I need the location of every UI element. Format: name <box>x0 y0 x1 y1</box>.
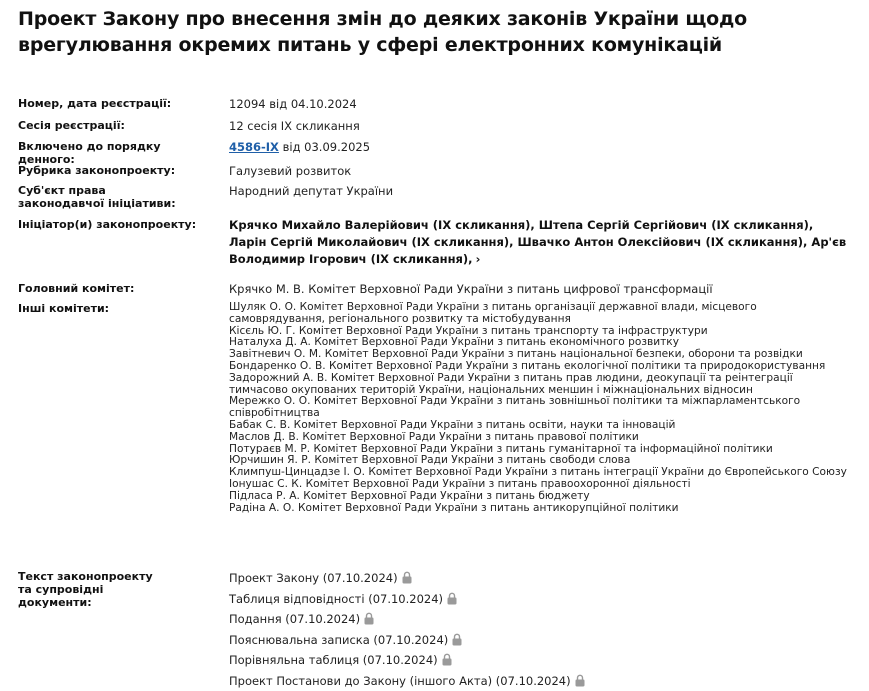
page-title: Проект Закону про внесення змін до деяких законів України щодо врегулювання окремих питань у сфері електронних комунікацій <box>18 6 848 58</box>
other-committees-list <box>229 302 849 514</box>
committee-item: Іонушас С. К. Комітет Верховної Ради України з питань правоохоронної діяльності <box>229 479 849 491</box>
chevron-right-icon[interactable]: › <box>476 251 481 268</box>
documents-label: Текст законопроекту та супровідні документи: <box>18 570 168 609</box>
committee-item: Потураєв М. Р. Комітет Верховної Ради України з питань гуманітарної та інформаційної політики <box>229 444 849 456</box>
lock-icon <box>452 633 462 646</box>
rubric-label: Рубрика законопроекту: <box>18 164 218 177</box>
committee-item: Юрчишин Я. Р. Комітет Верховної Ради України з питань свободи слова <box>229 455 849 467</box>
agenda-label: Включено до порядку денного: <box>18 140 218 166</box>
committee-item: Кісєль Ю. Г. Комітет Верховної Ради України з питань транспорту та інфраструктури <box>229 326 849 338</box>
committee-item: Маслов Д. В. Комітет Верховної Ради України з питань правової політики <box>229 432 849 444</box>
lock-icon <box>442 653 452 666</box>
document-title: Таблиця відповідності (07.10.2024) <box>229 592 443 606</box>
main-committee-label: Головний комітет: <box>18 282 218 295</box>
initiators-value <box>229 217 849 268</box>
agenda-date: від 03.09.2025 <box>279 140 370 154</box>
document-link[interactable] <box>229 630 849 651</box>
committee-item: Наталуха Д. А. Комітет Верховної Ради України з питань економічного розвитку <box>229 337 849 349</box>
document-link[interactable] <box>229 671 849 691</box>
document-title: Проект Постанови до Закону (іншого Акта) (07.10.2024) <box>229 674 571 688</box>
committee-item: Підласа Р. А. Комітет Верховної Ради України з питань бюджету <box>229 491 849 503</box>
document-title: Подання (07.10.2024) <box>229 612 360 626</box>
document-title: Пояснювальна записка (07.10.2024) <box>229 633 448 647</box>
initiators-text: Крячко Михайло Валерійович (IX скликання), Штепа Сергій Сергійович (IX скликання), Ларін Сергій Миколайович (IX скликання), Швачко Антон Олексійович (IX скликання), Ар'єв Володимир Ігорович (IX скликання), <box>229 218 846 266</box>
subject-label: Суб'єкт права законодавчої ініціативи: <box>18 184 193 210</box>
document-link[interactable] <box>229 568 849 589</box>
rubric-value: Галузевий розвиток <box>229 164 849 178</box>
committee-item: Бабак С. В. Комітет Верховної Ради України з питань освіти, науки та інновацій <box>229 420 849 432</box>
committee-item: Мережко О. О. Комітет Верховної Ради України з питань зовнішньої політики та міжпарламентського співробітництва <box>229 396 849 420</box>
registration-value: 12094 від 04.10.2024 <box>229 97 849 111</box>
agenda-value <box>229 140 849 154</box>
document-link[interactable] <box>229 609 849 630</box>
session-value: 12 сесія IX скликання <box>229 119 849 133</box>
main-committee-value: Крячко М. В. Комітет Верховної Ради України з питань цифрової трансформації <box>229 282 849 296</box>
other-committees-label: Інші комітети: <box>18 302 218 315</box>
initiators-label: Ініціатор(и) законопроекту: <box>18 218 218 231</box>
agenda-link[interactable]: 4586-IX <box>229 140 279 154</box>
lock-icon <box>364 612 374 625</box>
committee-item: Шуляк О. О. Комітет Верховної Ради України з питань організації державної влади, місцевого самоврядування, регіонального розвитку та містобудування <box>229 302 849 326</box>
committee-item: Завітневич О. М. Комітет Верховної Ради України з питань національної безпеки, оборони та розвідки <box>229 349 849 361</box>
lock-icon <box>447 592 457 605</box>
document-title: Порівняльна таблиця (07.10.2024) <box>229 653 438 667</box>
session-label: Сесія реєстрації: <box>18 119 218 132</box>
lock-icon <box>575 674 585 687</box>
committee-item: Радіна А. О. Комітет Верховної Ради України з питань антикорупційної політики <box>229 503 849 515</box>
registration-label: Номер, дата реєстрації: <box>18 97 218 110</box>
committee-item: Климпуш-Цинцадзе І. О. Комітет Верховної Ради України з питань інтеграції України до Європейського Союзу <box>229 467 849 479</box>
documents-list <box>229 568 849 691</box>
committee-item: Бондаренко О. В. Комітет Верховної Ради України з питань екологічної політики та природокористування <box>229 361 849 373</box>
committee-item: Задорожний А. В. Комітет Верховної Ради України з питань прав людини, деокупації та реінтеграції тимчасово окупованих територій України, національних меншин і міжнаціональних відносин <box>229 373 849 397</box>
document-link[interactable] <box>229 650 849 671</box>
document-title: Проект Закону (07.10.2024) <box>229 571 398 585</box>
lock-icon <box>402 571 412 584</box>
subject-value: Народний депутат України <box>229 184 849 198</box>
document-link[interactable] <box>229 589 849 610</box>
